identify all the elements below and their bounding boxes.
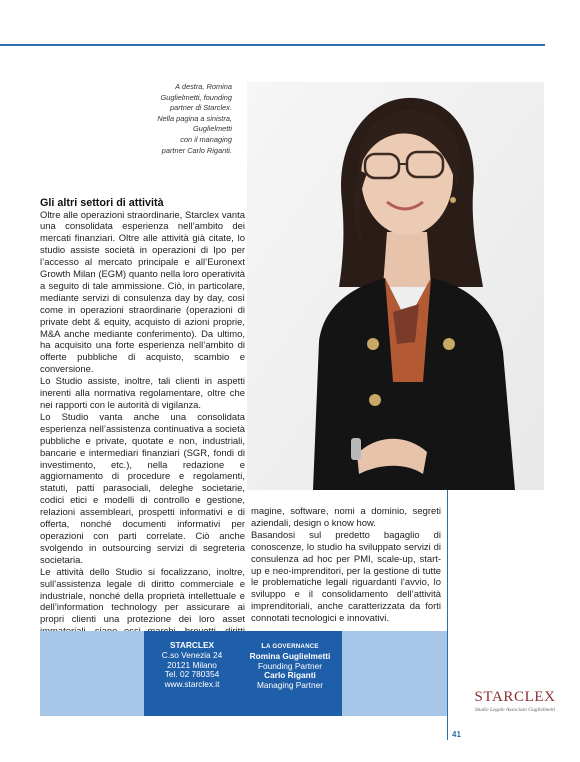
logo-subtitle: Studio Legale Associato Guglielmetti [474, 707, 556, 713]
column-divider [447, 490, 448, 740]
paragraph: Basandosi sul predetto bagaglio di conoscenze, lo studio ha sviluppato servizi di consulenza ad hoc per PMI, scale-up, start-up e neo-imprenditori, per la gestione di tutte le problematiche legali riguardanti l’avvio, lo sviluppo e il consolidamento dell’attività imprenditoriali, anche caratterizzata da forti connotati tecnologici e innovativi. [251, 529, 441, 625]
firm-contact [144, 641, 240, 690]
footer-panel-left [40, 631, 144, 716]
caption-line: Guglielmetti, founding [160, 92, 232, 102]
caption-line: partner Carlo Riganti. [161, 145, 232, 155]
portrait-photo [247, 82, 544, 490]
website-link[interactable]: www.starclex.it [164, 679, 220, 690]
paragraph: Lo Studio assiste, inoltre, tali clienti in aspetti inerenti alla normativa regolamentare, oltre che nei rapporti con le autorità di vigilanza. [40, 376, 245, 411]
photo-caption [150, 82, 232, 156]
article-body [40, 210, 245, 651]
section-heading: Gli altri settori di attività [40, 197, 164, 209]
article-left-column [40, 197, 245, 650]
partner-role: Managing Partner [257, 680, 323, 691]
paragraph: magine, software, nomi a dominio, segreti aziendali, design o know how. [251, 506, 441, 529]
page-number: 41 [452, 730, 461, 739]
phone: Tel. 02 780354 [164, 669, 220, 680]
caption-line: Guglielmetti [192, 124, 232, 134]
top-rule [0, 44, 545, 46]
partner-name: Romina Guglielmetti [249, 650, 331, 661]
governance-cap: L [261, 641, 267, 650]
portrait-illustration [247, 82, 544, 490]
paragraph: Lo Studio vanta anche una consolidata esperienza nell’assistenza continuativa a società pubbliche e private, quotate e non, industriali, bancarie e intermediari finanziari (SGR, fondi di investimento, etc.), nella redazione e aggiornamento di procedure e regolamenti, statuti, patti parasociali, deleghe societarie, codici etici e modelli di controllo e gestione, relazioni assembleari, prospetti informativi e di offerta, nonché documenti informativi per operazioni con parti correlate. Ciò anche svolgendo in outsourcing servizi di segreteria societaria. [40, 411, 245, 566]
caption-line: Nella pagina a sinistra, [157, 113, 232, 123]
caption-line: partner di Starclex. [169, 103, 232, 113]
paragraph: Le attività dello Studio si focalizzano, inoltre, sull’assistenza legale di diritto commerciale e industriale, nonché della proprietà intellettuale e dell’information technology per assicurare ai propri clienti una protezione dei loro asset [40, 566, 245, 626]
address-line: 20121 Milano [167, 659, 217, 670]
partner-role: Founding Partner [257, 660, 323, 671]
logo-word: STARCLEX [474, 689, 556, 705]
article-right-column [251, 506, 441, 625]
address-line: C.so Venezia 24 [161, 649, 223, 660]
caption-line: con il managing [180, 134, 232, 144]
caption-line: A destra, Romina [175, 82, 232, 91]
partner-name: Carlo Riganti [264, 670, 316, 681]
governance-rest: A GOVERNANCE [266, 643, 319, 650]
paragraph: Oltre alle operazioni straordinarie, Starclex vanta una consolidata esperienza nell’ambito dei mercati finanziari. Oltre alle attività già citate, lo studio assiste società in operazioni di Ipo per l’accesso al mercato principale e all’Euronext Growth Milan (EGM) quanto nella loro operatività a seguito di tale ammissione. Ciò, in particolare, mediante servizi di consulenza day by day, così come in operazioni straordinarie (operazioni di private debt & equity, acquisto di azioni proprie, M&A anche mediante conferimento). Da ultimo, ha acquisito una forte esperienza nell’ambito di offerte pubbliche di acquisto, scambio e conversione. [40, 209, 245, 376]
starclex-logo [463, 689, 567, 713]
firm-name: STARCLEX [169, 640, 215, 650]
governance [240, 641, 340, 691]
footer-contact-panel [144, 631, 342, 716]
footer-panel-right [342, 631, 447, 716]
